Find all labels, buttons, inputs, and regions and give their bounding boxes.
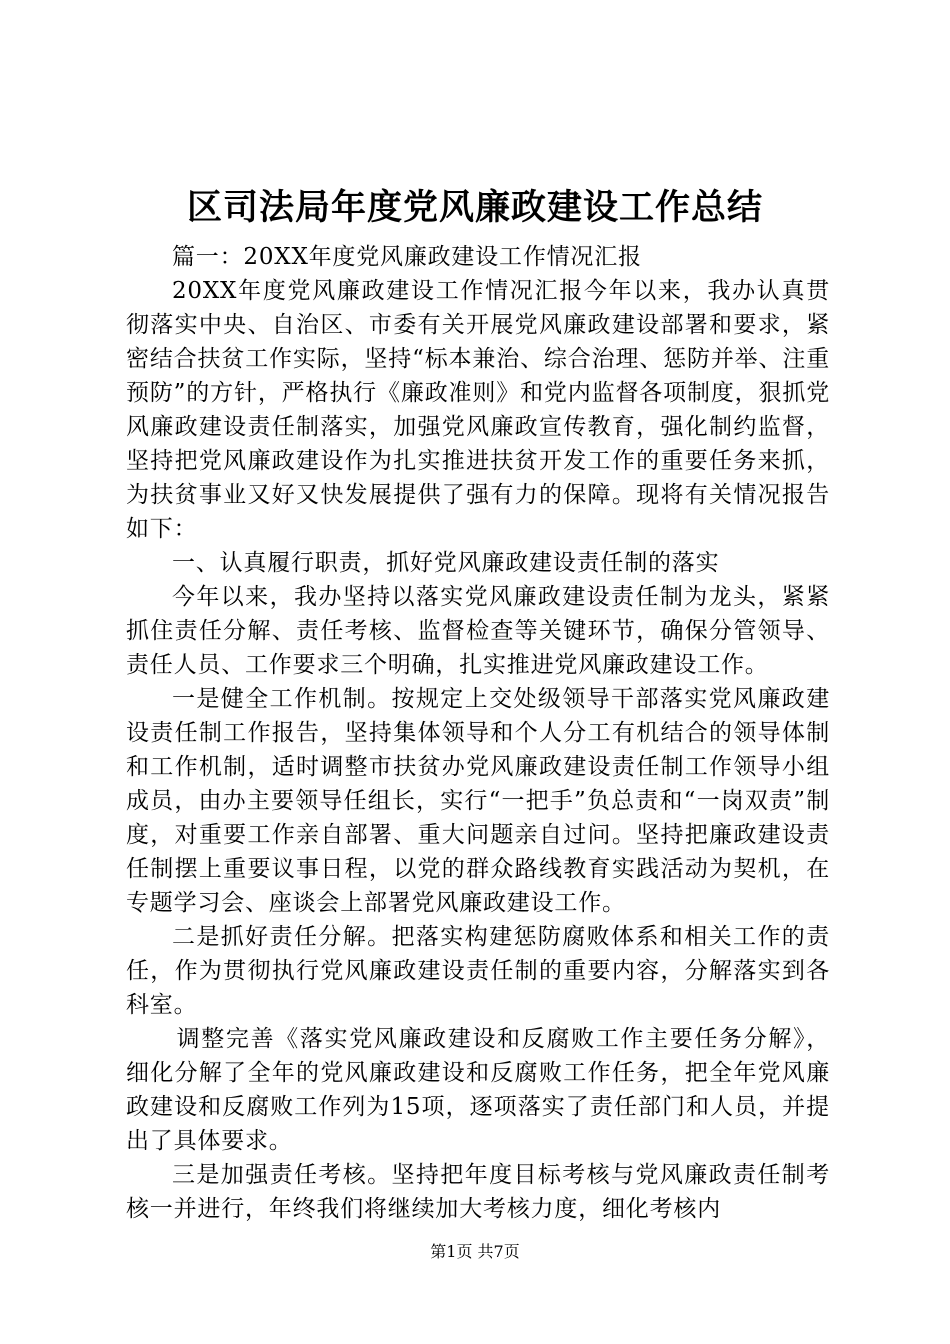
paragraph-overview: 今年以来，我办坚持以落实党风廉政建设责任制为龙头，紧紧抓住责任分解、责任考核、监督检查等关键环节，确保分管领导、责任人员、工作要求三个明确，扎实推进党风廉政建设工作。	[126, 584, 830, 678]
paragraph-heading-one: 一、认真履行职责，抓好党风廉政建设责任制的落实	[172, 550, 720, 576]
document-body	[126, 240, 830, 1226]
paragraph-intro: 20XX年度党风廉政建设工作情况汇报今年以来，我办认真贯彻落实中央、自治区、市委有关开展党风廉政建设部署和要求，紧密结合扶贫工作实际，坚持“标本兼治、综合治理、惩防并举、注重预防”的方针，严格执行《廉政准则》和党内监督各项制度，狠抓党风廉政建设责任制落实，加强党风廉政宣传教育，强化制约监督，坚持把党风廉政建设作为扎实推进扶贫开发工作的重要任务来抓，为扶贫事业又好又快发展提供了强有力的保障。现将有关情况报告如下：	[126, 278, 830, 542]
paragraph-point-three: 三是加强责任考核。坚持把年度目标考核与党风廉政责任制考核一并进行，年终我们将继续加大考核力度，细化考核内	[126, 1162, 830, 1222]
paragraph-section-heading: 篇一：20XX年度党风廉政建设工作情况汇报	[172, 244, 642, 270]
paragraph-point-one: 一是健全工作机制。按规定上交处级领导干部落实党风廉政建设责任制工作报告，坚持集体领导和个人分工有机结合的领导体制和工作机制，适时调整市扶贫办党风廉政建设责任制工作领导小组成员，由办主要领导任组长，实行“一把手”负总责和“一岗双责”制度，对重要工作亲自部署、重大问题亲自过问。坚持把廉政建设责任制摆上重要议事日程，以党的群众路线教育实践活动为契机，在专题学习会、座谈会上部署党风廉政建设工作。	[126, 686, 830, 916]
paragraph-point-two: 二是抓好责任分解。把落实构建惩防腐败体系和相关工作的责任，作为贯彻执行党风廉政建设责任制的重要内容，分解落实到各科室。	[126, 924, 830, 1018]
document-title: 区司法局年度党风廉政建设工作总结	[186, 187, 763, 228]
paragraph-task-breakdown: 调整完善《落实党风廉政建设和反腐败工作主要任务分解》，细化分解了全年的党风廉政建设和反腐败工作任务，把全年党风廉政建设和反腐败工作列为15项，逐项落实了责任部门和人员，并提出了具体要求。	[126, 1026, 830, 1154]
page-number-footer: 第1页 共7页	[430, 1242, 520, 1261]
